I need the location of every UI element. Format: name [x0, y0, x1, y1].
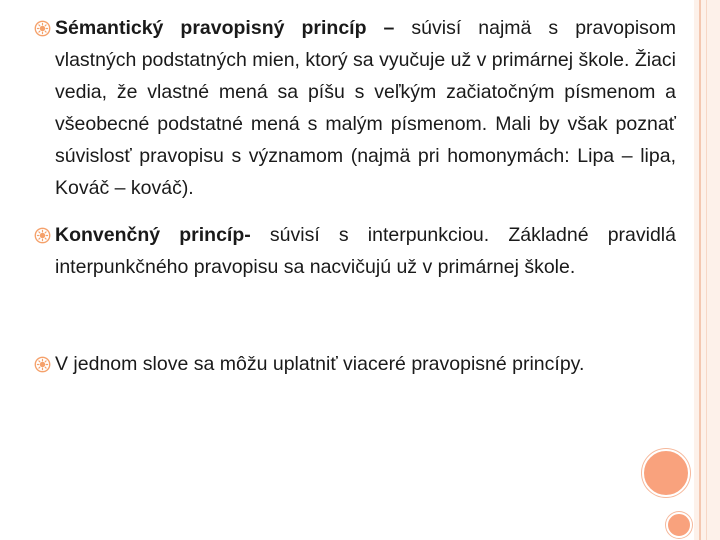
sun-bullet-icon — [34, 227, 51, 244]
bullet-text — [55, 348, 676, 380]
sun-bullet-icon — [34, 20, 51, 37]
bullet-heading: Sémantický pravopisný princíp – — [55, 17, 395, 39]
sun-bullet-icon — [34, 356, 51, 373]
bullet-item-multiple-principles — [30, 348, 676, 380]
bullet-text — [55, 219, 676, 283]
bullet-text — [55, 12, 676, 204]
border-line — [706, 0, 707, 540]
decorative-border — [694, 0, 720, 540]
decorative-circle-small — [666, 512, 692, 538]
bullet-body: súvisí najmä s pravopisom vlastných podstatných mien, ktorý sa vyučuje už v primárnej škole. Žiaci vedia, že vlastné mená sa píšu s veľkým začiatočným písmenom a všeobecné podstatné mená s malým písmenom. Mali by však poznať súvislosť pravopisu s významom (najmä pri homonymách: Lipa – lipa, Kováč – kováč). — [55, 17, 677, 199]
bullet-body: súvisí s interpunkciou. Základné pravidlá interpunkčného pravopisu sa nacvičujú už v primárnej škole. — [55, 224, 676, 278]
border-line — [699, 0, 701, 540]
decorative-circle-large — [642, 449, 690, 497]
bullet-heading: Konvenčný princíp- — [55, 224, 251, 246]
bullet-body: V jednom slove sa môžu uplatniť viaceré pravopisné princípy. — [55, 353, 585, 375]
bullet-item-conventional-principle — [30, 219, 676, 283]
bullet-item-semantic-principle — [30, 12, 676, 204]
